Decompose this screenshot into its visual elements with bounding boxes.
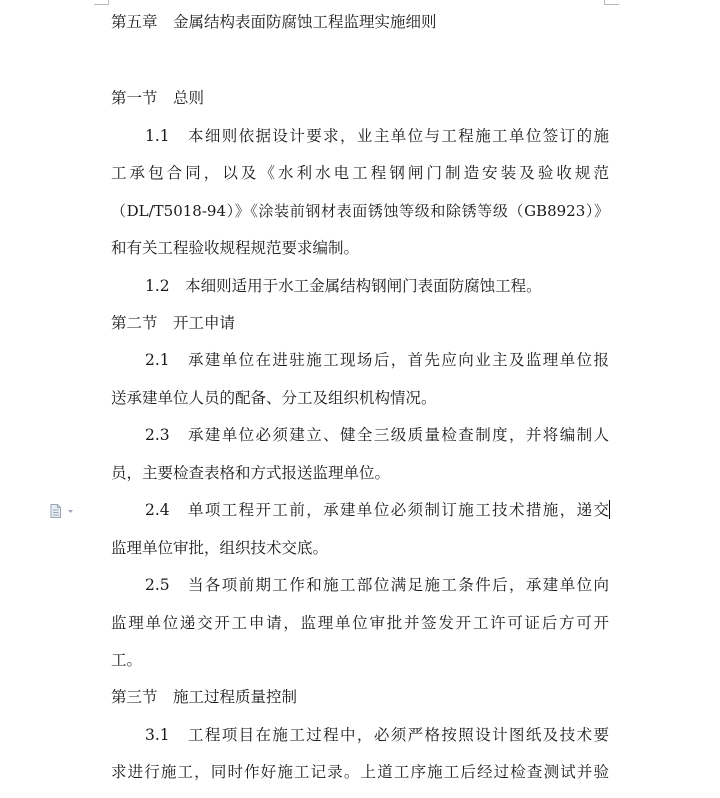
paragraph-layout-menu[interactable] xyxy=(49,503,75,517)
paragraph-line: 工。 xyxy=(111,651,143,669)
paragraph-line: 监理单位递交开工申请，监理单位审批并签发开工许可证后方可开 xyxy=(111,614,609,632)
paragraph-line: （DL/T5018-94）》《涂装前钢材表面锈蚀等级和除锈等级（GB8923）》 xyxy=(111,202,609,220)
page-corner-mark-left xyxy=(94,0,109,5)
chapter-title: 第五章 金属结构表面防腐蚀工程监理实施细则 xyxy=(111,13,437,31)
paragraph-line: 员，主要检查表格和方式报送监理单位。 xyxy=(111,464,391,482)
paragraph-line-with-cursor xyxy=(145,500,609,520)
page-corner-mark-right xyxy=(604,0,619,5)
paragraph-line: 监理单位审批，组织技术交底。 xyxy=(111,539,329,557)
paragraph-line: 1.1 本细则依据设计要求，业主单位与工程施工单位签订的施 xyxy=(145,127,609,145)
text-cursor xyxy=(608,500,610,520)
paragraph-line: 2.5 当各项前期工作和施工部位满足施工条件后，承建单位向 xyxy=(145,576,609,594)
text-caret xyxy=(609,500,610,519)
section-heading-1: 第一节 总则 xyxy=(111,89,205,107)
paragraph-line-text: 2.4 单项工程开工前，承建单位必须制订施工技术措施，递交 xyxy=(145,501,609,519)
chevron-down-icon xyxy=(68,510,73,513)
paragraph-line: 2.3 承建单位必须建立、健全三级质量检查制度，并将编制人 xyxy=(145,426,609,444)
paragraph-line: 3.1 工程项目在施工过程中，必须严格按照设计图纸及技术要 xyxy=(145,726,609,744)
paragraph-line: 送承建单位人员的配备、分工及组织机构情况。 xyxy=(111,389,437,407)
paragraph-line: 工承包合同，以及《水利水电工程钢闸门制造安装及验收规范 xyxy=(111,164,609,182)
paragraph-line: 和有关工程验收规程规范要求编制。 xyxy=(111,239,360,257)
section-heading-3: 第三节 施工过程质量控制 xyxy=(111,688,298,706)
paragraph-line: 2.1 承建单位在进驻施工现场后，首先应向业主及监理单位报 xyxy=(145,351,609,369)
paragraph-line: 求进行施工，同时作好施工记录。上道工序施工后经过检查测试并验 xyxy=(111,763,609,781)
paragraph-line: 1.2 本细则适用于水工金属结构钢闸门表面防腐蚀工程。 xyxy=(145,277,542,295)
section-heading-2: 第二节 开工申请 xyxy=(111,314,236,332)
document-icon xyxy=(49,504,75,518)
